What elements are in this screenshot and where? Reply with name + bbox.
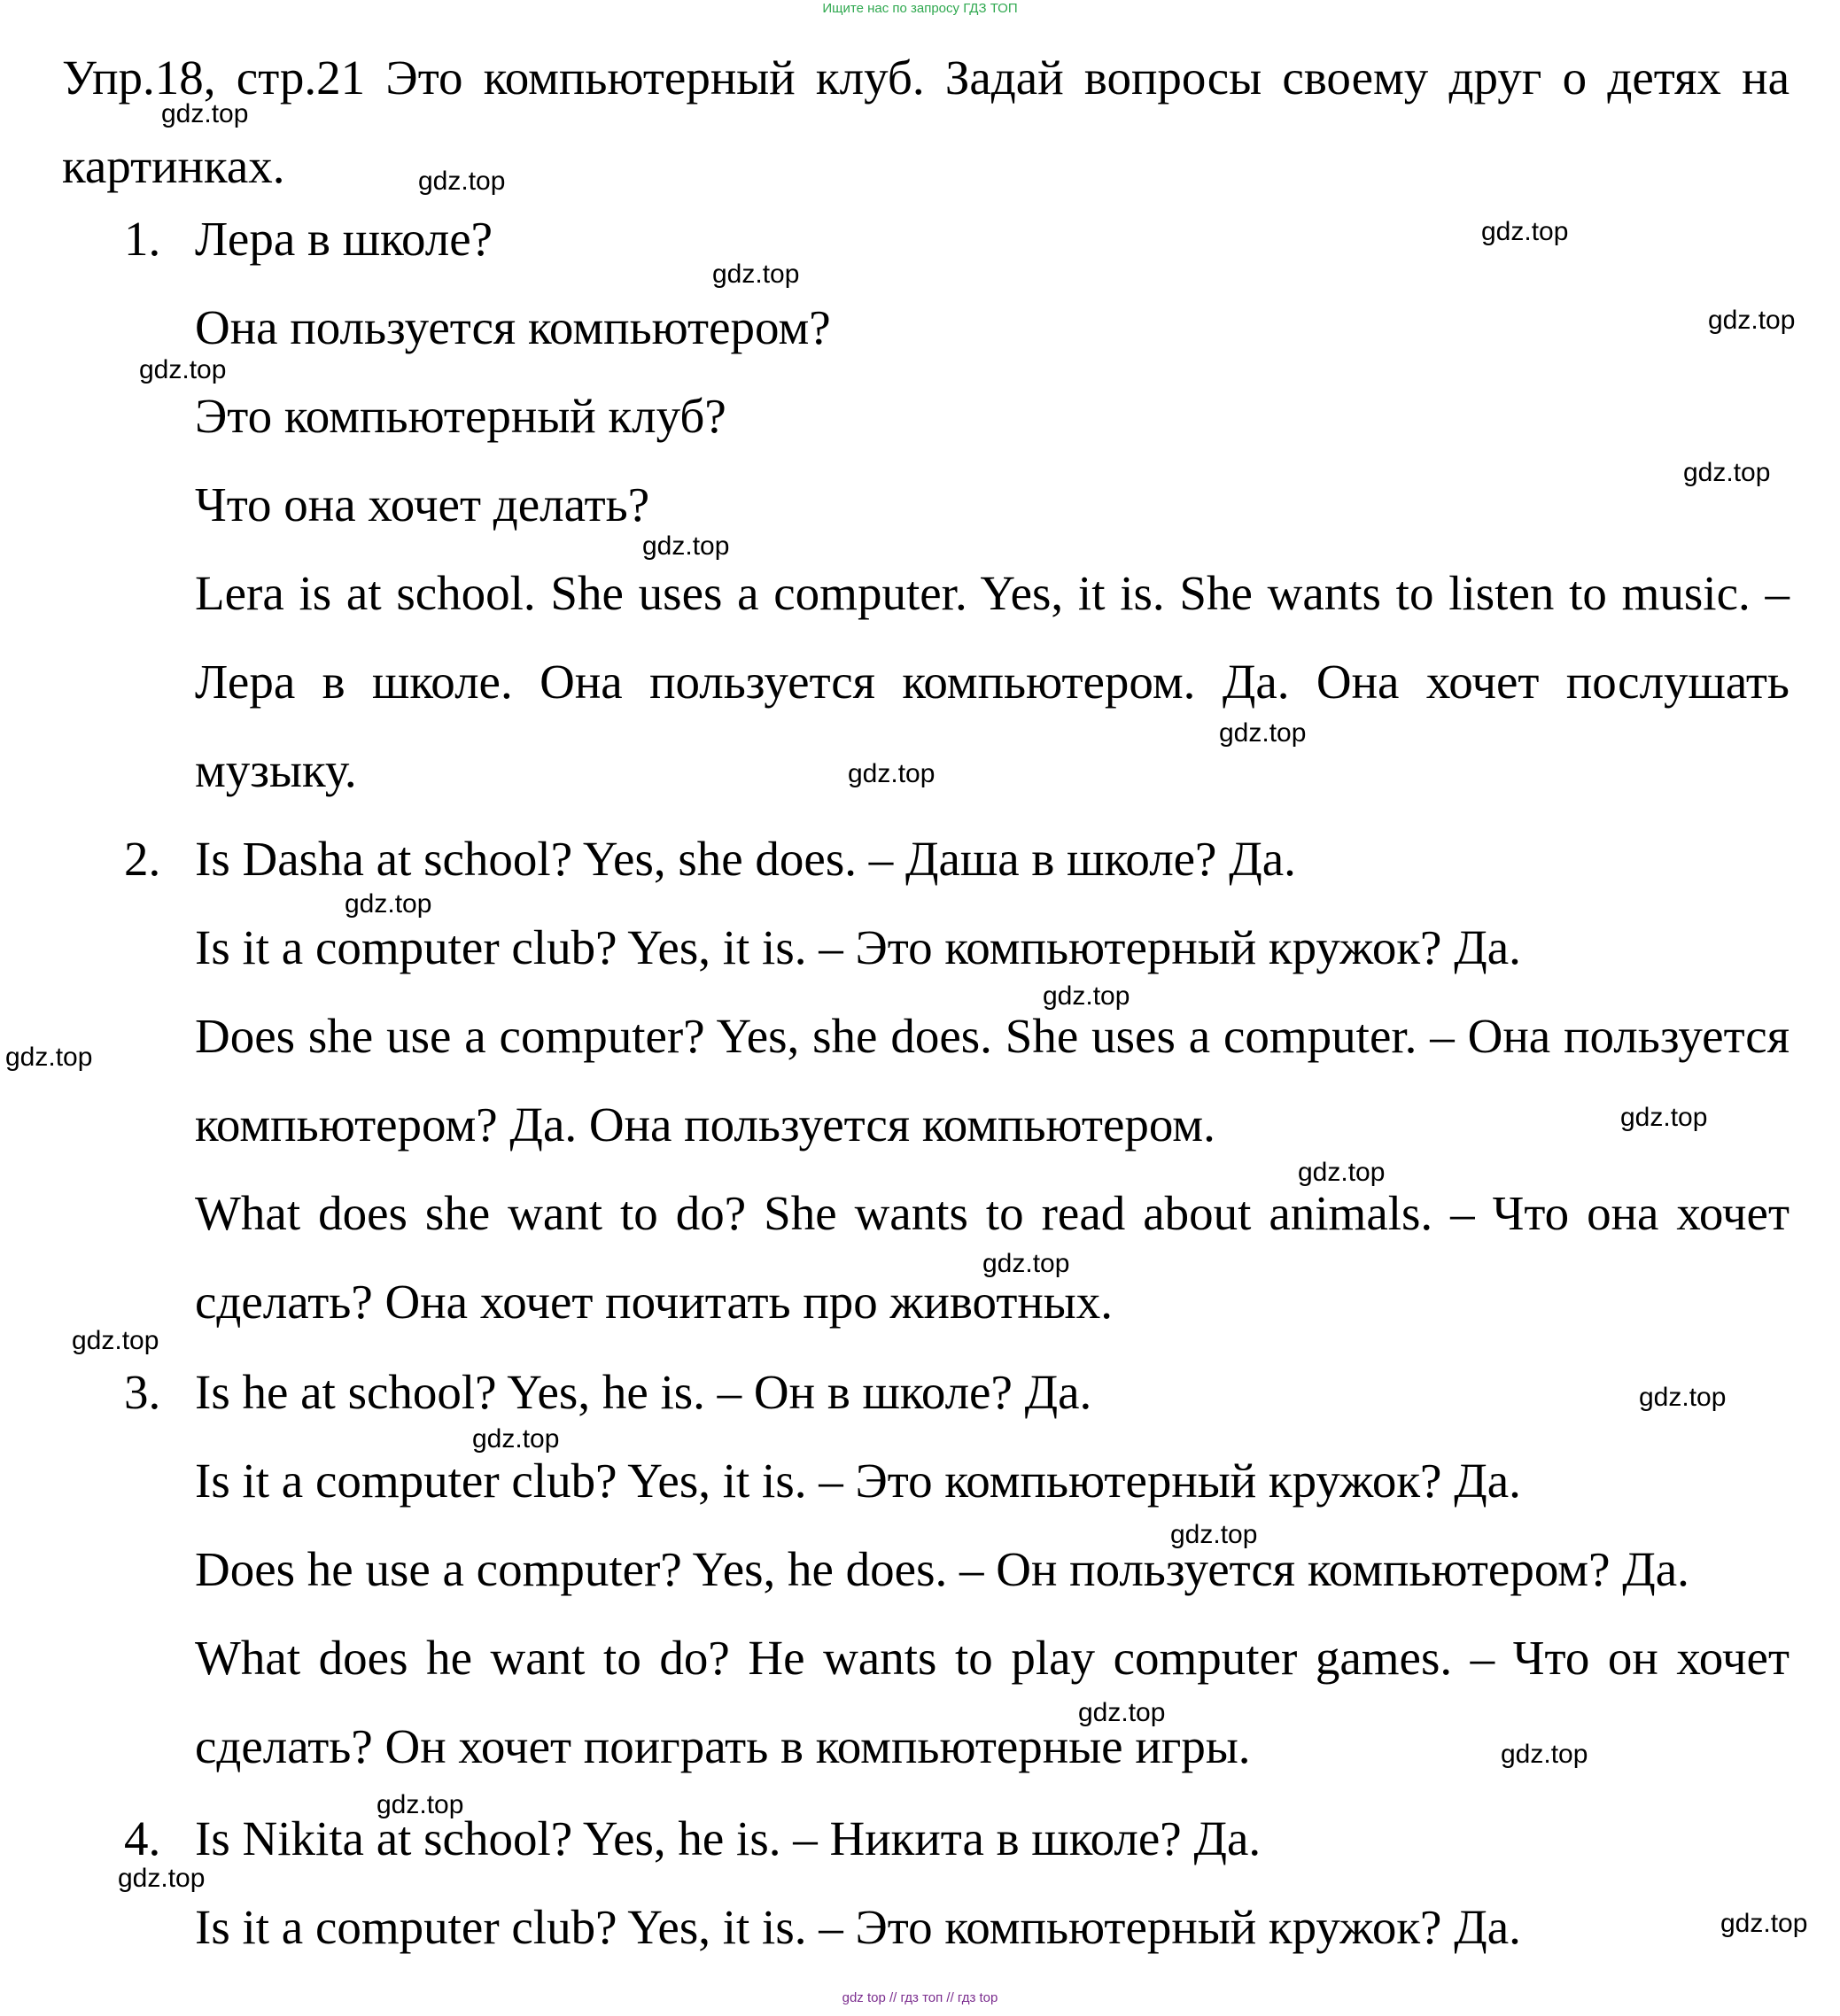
- watermark: gdz.top: [1219, 718, 1307, 748]
- answer-paragraph: What does she want to do? She wants to read about animals. – Что она хочет сделать? Она хочет почитать про животных.: [195, 1186, 1790, 1329]
- bottom-banner: gdz top // гдз топ // гдз top: [842, 1990, 998, 2005]
- answer-line: Is it a computer club? Yes, it is. – Это компьютерный кружок? Да.: [195, 1454, 1521, 1508]
- answer-paragraph: Does she use a computer? Yes, she does. She uses a computer. – Она пользуется компьютером? Да. Она пользуется компьютером.: [195, 1009, 1790, 1151]
- watermark: gdz.top: [1078, 1698, 1166, 1727]
- item-number: 2.: [124, 832, 161, 886]
- answer-line: Is it a computer club? Yes, it is. – Это компьютерный кружок? Да.: [195, 920, 1521, 974]
- question-line: Она пользуется компьютером?: [195, 300, 831, 354]
- watermark: gdz.top: [1708, 306, 1796, 335]
- watermark: gdz.top: [418, 167, 506, 196]
- top-search-banner: Ищите нас по запросу ГДЗ ТОП: [822, 1, 1018, 16]
- watermark: gdz.top: [1170, 1520, 1258, 1549]
- answer-line: Is it a computer club? Yes, it is. – Это компьютерный кружок? Да.: [195, 1900, 1521, 1954]
- answer-line: Is he at school? Yes, he is. – Он в школе? Да.: [195, 1365, 1092, 1419]
- watermark: gdz.top: [1620, 1103, 1708, 1132]
- watermark: gdz.top: [982, 1249, 1070, 1278]
- watermark: gdz.top: [377, 1790, 464, 1819]
- answer-line: Is Nikita at school? Yes, he is. – Никита в школе? Да.: [195, 1811, 1262, 1865]
- watermark: gdz.top: [139, 355, 227, 384]
- answer-line: Does he use a computer? Yes, he does. – Он пользуется компьютером? Да.: [195, 1542, 1689, 1596]
- watermark: gdz.top: [345, 889, 432, 919]
- watermark: gdz.top: [118, 1864, 206, 1893]
- item-number: 4.: [124, 1811, 161, 1865]
- watermark: gdz.top: [1481, 217, 1569, 246]
- watermark: gdz.top: [472, 1424, 560, 1454]
- exercise-title: Упр.18, стр.21 Это компьютерный клуб. Задай вопросы своему друг о детях на картинках.: [62, 50, 1790, 193]
- watermark: gdz.top: [72, 1326, 159, 1355]
- watermark: gdz.top: [712, 260, 800, 289]
- watermark: gdz.top: [1639, 1383, 1727, 1412]
- watermark: gdz.top: [642, 531, 730, 561]
- answer-paragraph: What does he want to do? He wants to play computer games. – Что он хочет сделать? Он хочет поиграть в компьютерные игры.: [195, 1631, 1790, 1773]
- watermark: gdz.top: [1720, 1909, 1808, 1938]
- answer-paragraph: Lera is at school. She uses a computer. Yes, it is. She wants to listen to music. – Лера в школе. Она пользуется компьютером. Да. Она хочет послушать музыку.: [195, 566, 1790, 797]
- watermark: gdz.top: [1501, 1740, 1588, 1769]
- watermark: gdz.top: [5, 1043, 93, 1072]
- question-line: Это компьютерный клуб?: [195, 389, 726, 443]
- watermark: gdz.top: [1298, 1158, 1386, 1187]
- answer-line: Is Dasha at school? Yes, she does. – Даша в школе? Да.: [195, 832, 1296, 886]
- watermark: gdz.top: [161, 99, 249, 128]
- watermark: gdz.top: [1043, 981, 1130, 1011]
- watermark: gdz.top: [848, 759, 936, 788]
- item-number: 3.: [124, 1365, 161, 1419]
- question-line: Лера в школе?: [195, 212, 493, 266]
- question-line: Что она хочет делать?: [195, 477, 650, 531]
- watermark: gdz.top: [1683, 458, 1771, 487]
- item-number: 1.: [124, 212, 161, 266]
